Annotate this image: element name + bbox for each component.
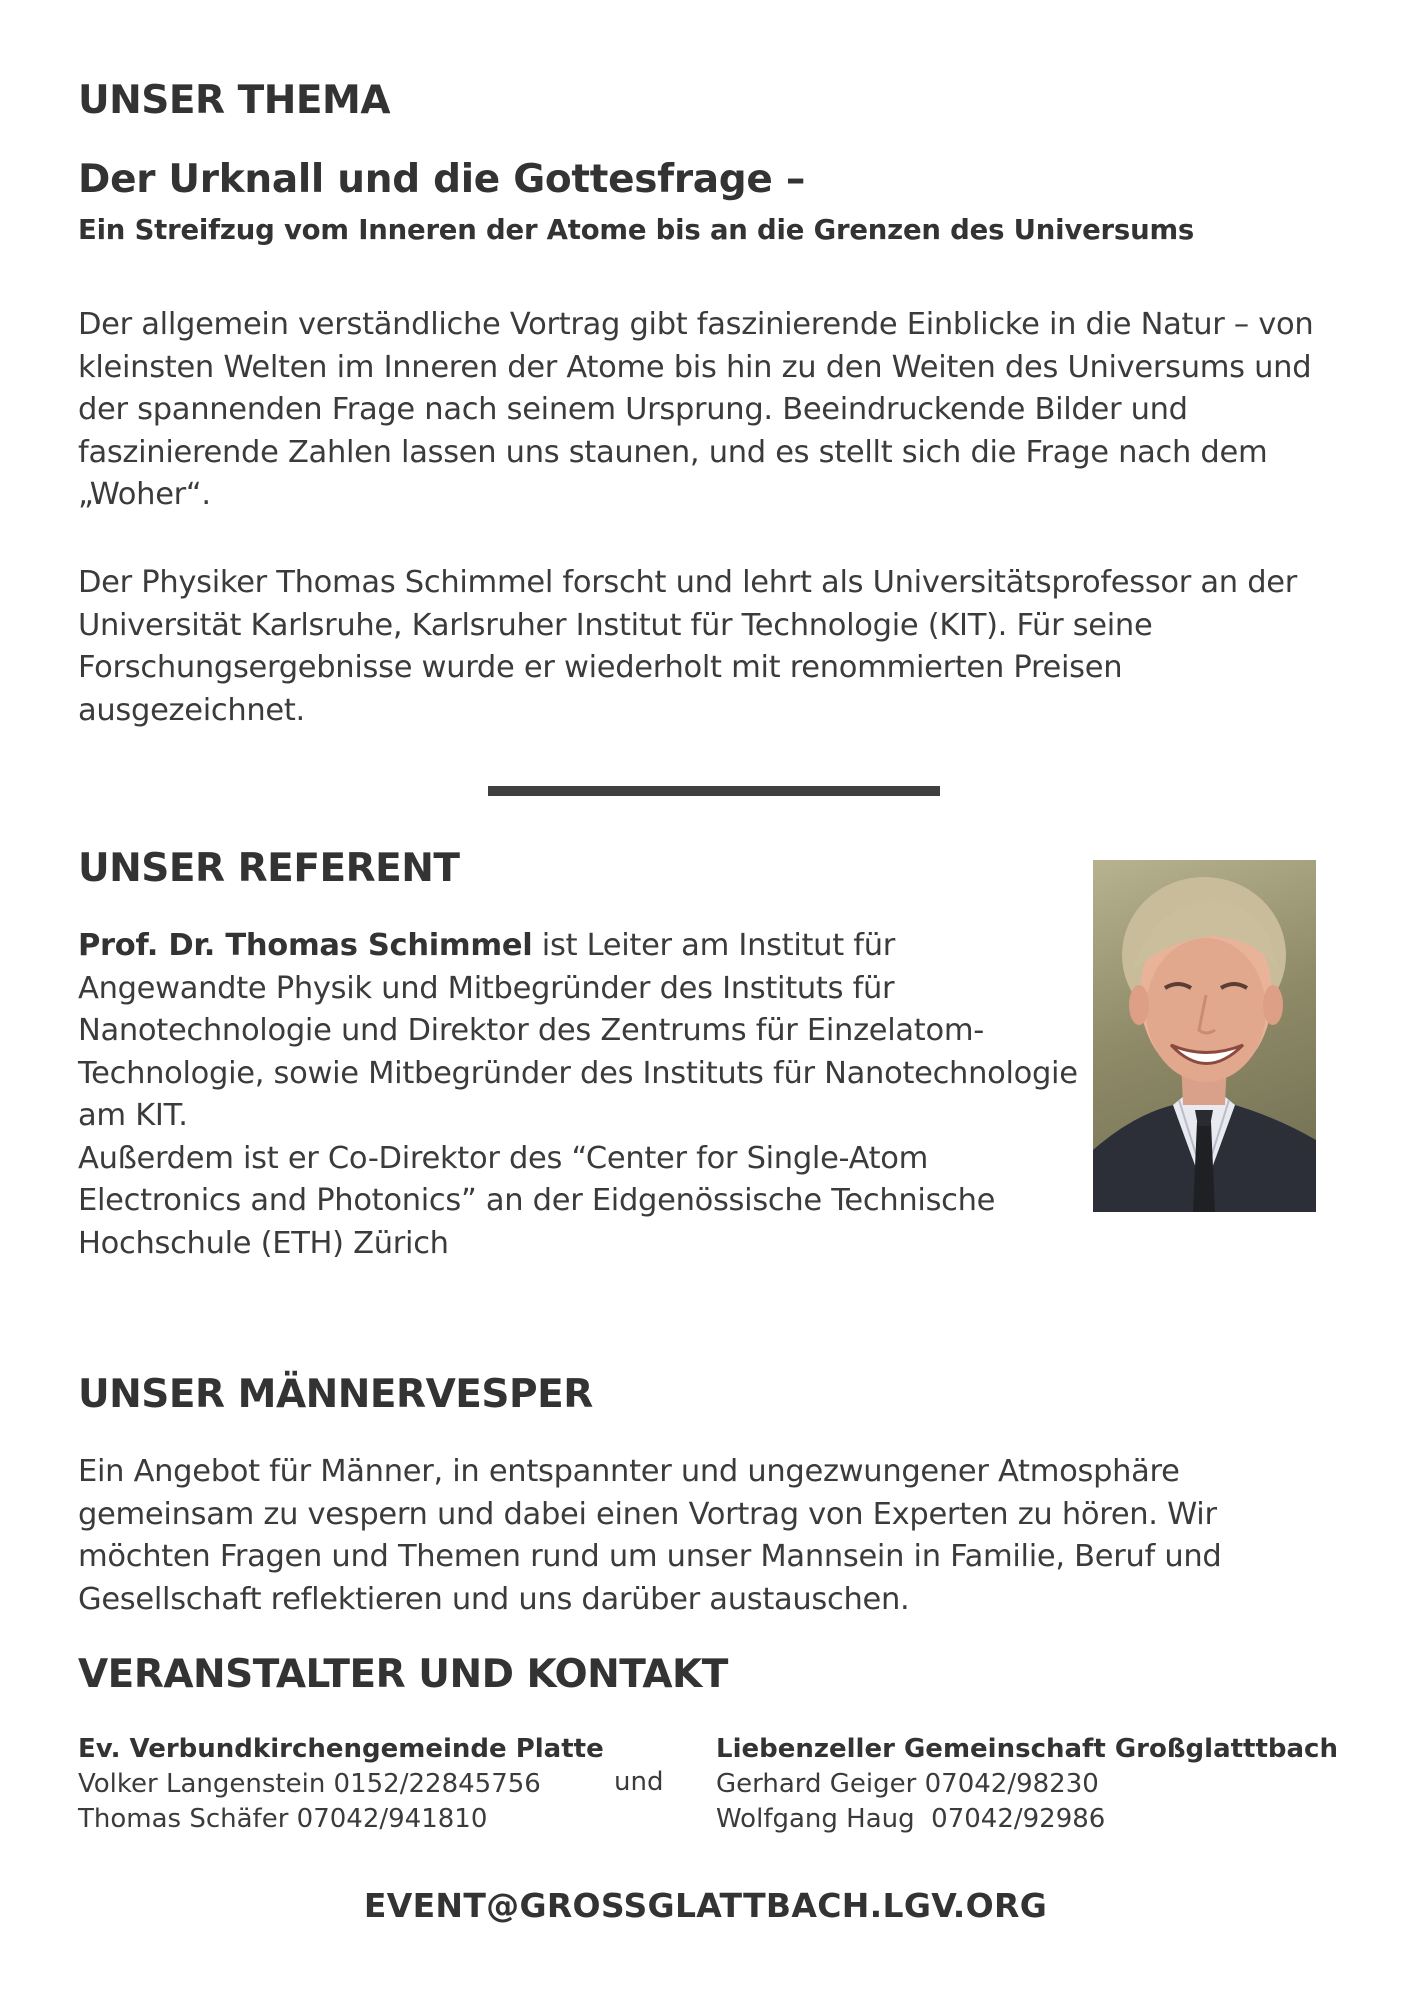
contact-right-org: Liebenzeller Gemeinschaft Großglatttbach: [716, 1734, 1338, 1764]
thema-heading: UNSER THEMA: [78, 78, 391, 123]
referent-heading: UNSER REFERENT: [78, 846, 460, 891]
contact-right-line-2: Wolfgang Haug 07042/92986: [716, 1804, 1106, 1834]
referent-bio-text-2: Außerdem ist er Co-Direktor des “Center for Single-Atom Electronics and Photonics” an der Eidgenössische Technische Hochschule (ETH) Zürich: [78, 1140, 996, 1261]
kontakt-heading: VERANSTALTER UND KONTAKT: [78, 1652, 728, 1697]
contact-right: [716, 1732, 1338, 1837]
thema-paragraph-2: Der Physiker Thomas Schimmel forscht und lehrt als Universitätsprofessor an der Universität Karlsruhe, Karlsruher Institut für Technologie (KIT). Für seine Forschungsergebnisse wurde er wiederholt mit renommierten Preisen ausgezeichnet.: [78, 565, 1297, 728]
contact-left: [78, 1732, 604, 1837]
contact-left-line-2: Thomas Schäfer 07042/941810: [78, 1804, 488, 1834]
referent-name: Prof. Dr. Thomas Schimmel: [78, 928, 533, 963]
contact-email[interactable]: EVENT@GROSSGLATTBACH.LGV.ORG: [363, 1886, 1048, 1925]
contact-left-line-1: Volker Langenstein 0152/22845756: [78, 1769, 541, 1799]
talk-title: Der Urknall und die Gottesfrage –: [78, 157, 806, 202]
referent-photo: [1093, 860, 1316, 1212]
thema-paragraph-1: Der allgemein verständliche Vortrag gibt faszinierende Einblicke in die Natur – von kleinsten Welten im Inneren der Atome bis hin zu den Weiten des Universums und der spannenden Frage nach seinem Ursprung. Beeindruckende Bilder und faszinierende Zahlen lassen uns staunen, und es stellt sich die Frage nach dem „Woher“.: [78, 307, 1314, 512]
maennervesper-heading: UNSER MÄNNERVESPER: [78, 1372, 593, 1417]
portrait-illustration: [1093, 860, 1316, 1212]
maennervesper-text: Ein Angebot für Männer, in entspannter und ungezwungener Atmosphäre gemeinsam zu vespern und dabei einen Vortrag von Experten zu hören. Wir möchten Fragen und Themen rund um unser Mannsein in Familie, Beruf und Gesellschaft reflektieren und uns darüber austauschen.: [78, 1454, 1222, 1617]
section-divider: [488, 786, 940, 796]
referent-bio: [78, 925, 1078, 1265]
contact-left-org: Ev. Verbundkirchengemeinde Platte: [78, 1734, 604, 1764]
contact-und: und: [614, 1767, 664, 1797]
contact-right-line-1: Gerhard Geiger 07042/98230: [716, 1769, 1099, 1799]
talk-subtitle: Ein Streifzug vom Inneren der Atome bis an die Grenzen des Universums: [78, 214, 1195, 246]
referent-bio-text: ist Leiter am Institut für Angewandte Physik und Mitbegründer des Instituts für Nanotechnologie und Direktor des Zentrums für Einzelatom-Technologie, sowie Mitbegründer des Instituts für Nanotechnologie am KIT.: [78, 928, 1078, 1133]
